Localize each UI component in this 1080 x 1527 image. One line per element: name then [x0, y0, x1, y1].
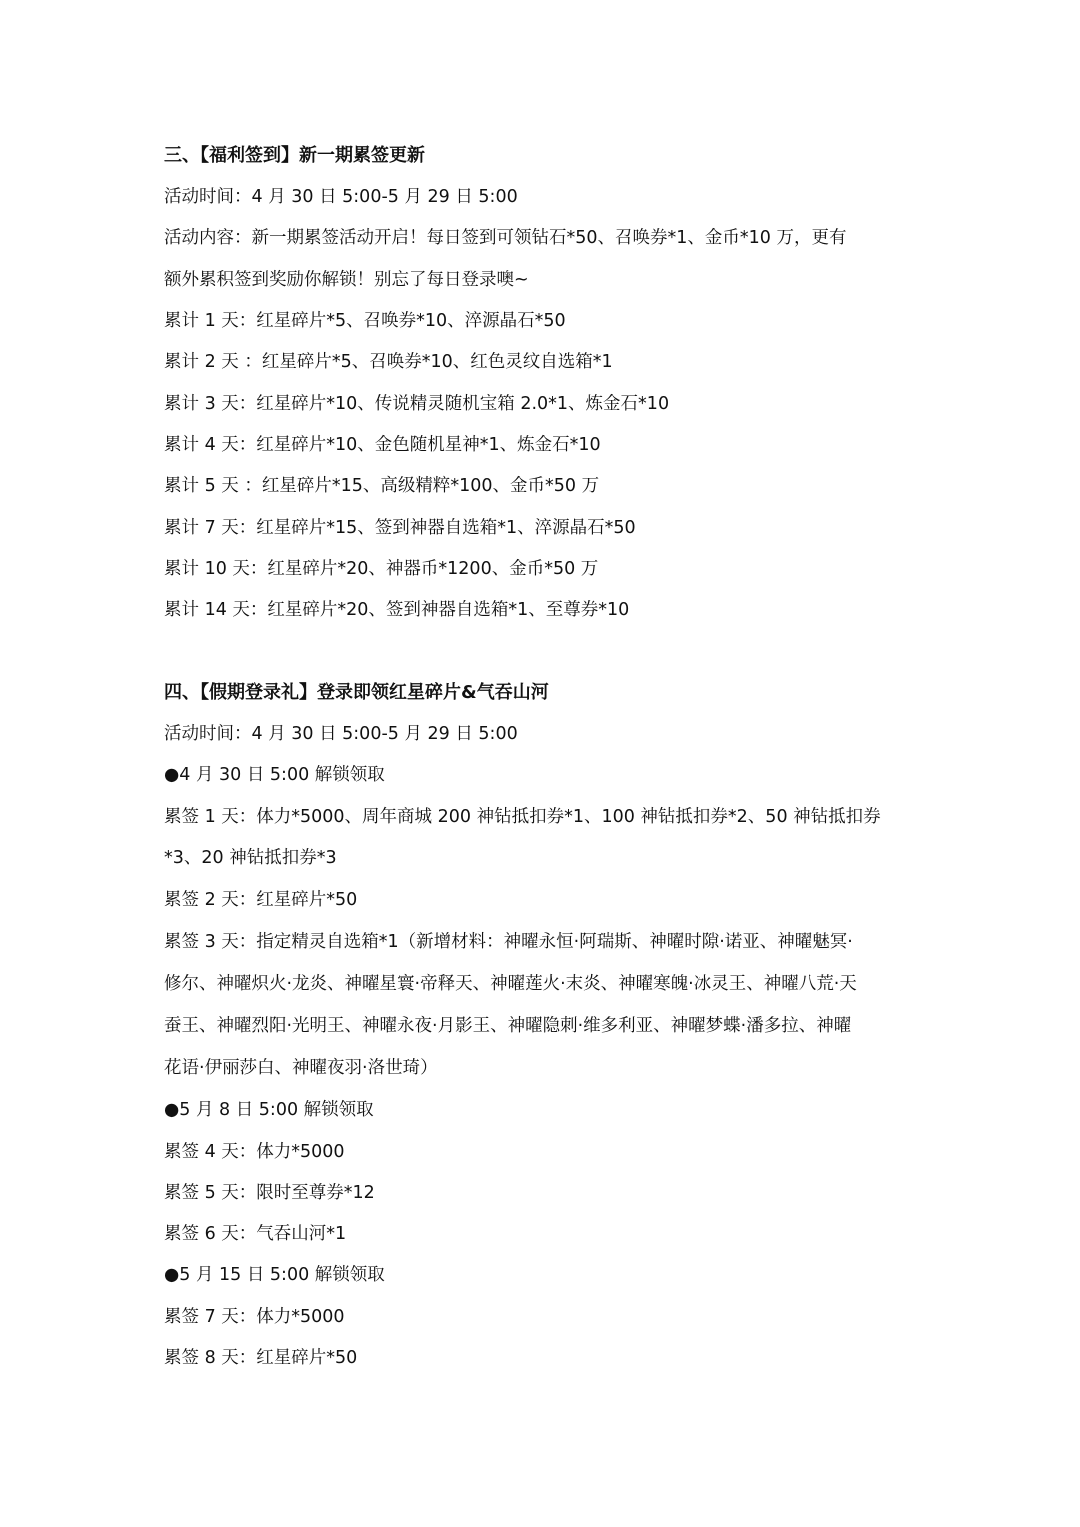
- signin-line: 累签 7 天：体力*5000: [164, 1307, 345, 1327]
- unlock-line: ●5 月 8 日 5:00 解锁领取: [164, 1100, 374, 1120]
- signin-line: 累签 4 天：体力*5000: [164, 1142, 345, 1162]
- signin-line: 累签 5 天：限时至尊券*12: [164, 1183, 375, 1203]
- signin-line: 蚕王、神曜烈阳·光明王、神曜永夜·月影王、神曜隐刺·维多利亚、神曜梦蝶·潘多拉、神曜: [164, 1016, 852, 1036]
- signin-line: 累签 1 天：体力*5000、周年商城 200 神钻抵扣券*1、100 神钻抵扣券*2、50 神钻抵扣券: [164, 807, 881, 827]
- section4-heading: 四、【假期登录礼】登录即领红星碎片&气吞山河: [164, 682, 549, 703]
- signin-line: 修尔、神曜炽火·龙炎、神曜星寰·帝释天、神曜莲火·末炎、神曜寒魄·冰灵王、神曜八荒·天: [164, 974, 857, 994]
- section3-time: 活动时间：4 月 30 日 5:00-5 月 29 日 5:00: [164, 187, 518, 207]
- section3-content-line: 额外累积签到奖励你解锁！别忘了每日登录噢~: [164, 270, 529, 290]
- reward-line: 累计 5 天 ：红星碎片*15、高级精粹*100、金币*50 万: [164, 476, 600, 496]
- section4-time: 活动时间：4 月 30 日 5:00-5 月 29 日 5:00: [164, 724, 518, 744]
- reward-line: 累计 4 天：红星碎片*10、金色随机星神*1、炼金石*10: [164, 435, 601, 455]
- signin-line: 累签 8 天：红星碎片*50: [164, 1348, 358, 1368]
- unlock-line: ●4 月 30 日 5:00 解锁领取: [164, 765, 385, 785]
- unlock-line: ●5 月 15 日 5:00 解锁领取: [164, 1265, 385, 1285]
- reward-line: 累计 2 天 ：红星碎片*5、召唤券*10、红色灵纹自选箱*1: [164, 352, 613, 372]
- signin-line: *3、20 神钻抵扣券*3: [164, 848, 337, 868]
- section3-heading: 三、【福利签到】新一期累签更新: [164, 145, 425, 166]
- reward-line: 累计 3 天：红星碎片*10、传说精灵随机宝箱 2.0*1、炼金石*10: [164, 394, 670, 414]
- reward-line: 累计 10 天：红星碎片*20、神器币*1200、金币*50 万: [164, 559, 599, 579]
- reward-line: 累计 14 天：红星碎片*20、签到神器自选箱*1、至尊券*10: [164, 600, 630, 620]
- signin-line: 花语·伊丽莎白、神曜夜羽·洛世琦）: [164, 1058, 438, 1078]
- signin-line: 累签 2 天：红星碎片*50: [164, 890, 358, 910]
- signin-line: 累签 6 天：气吞山河*1: [164, 1224, 347, 1244]
- signin-line: 累签 3 天：指定精灵自选箱*1（新增材料：神曜永恒·阿瑞斯、神曜时隙·诺亚、神曜魅冥·: [164, 932, 853, 952]
- reward-line: 累计 7 天：红星碎片*15、签到神器自选箱*1、淬源晶石*50: [164, 518, 636, 538]
- section3-content-line: 活动内容：新一期累签活动开启！每日签到可领钻石*50、召唤券*1、金币*10 万，更有: [164, 228, 847, 248]
- reward-line: 累计 1 天：红星碎片*5、召唤券*10、淬源晶石*50: [164, 311, 566, 331]
